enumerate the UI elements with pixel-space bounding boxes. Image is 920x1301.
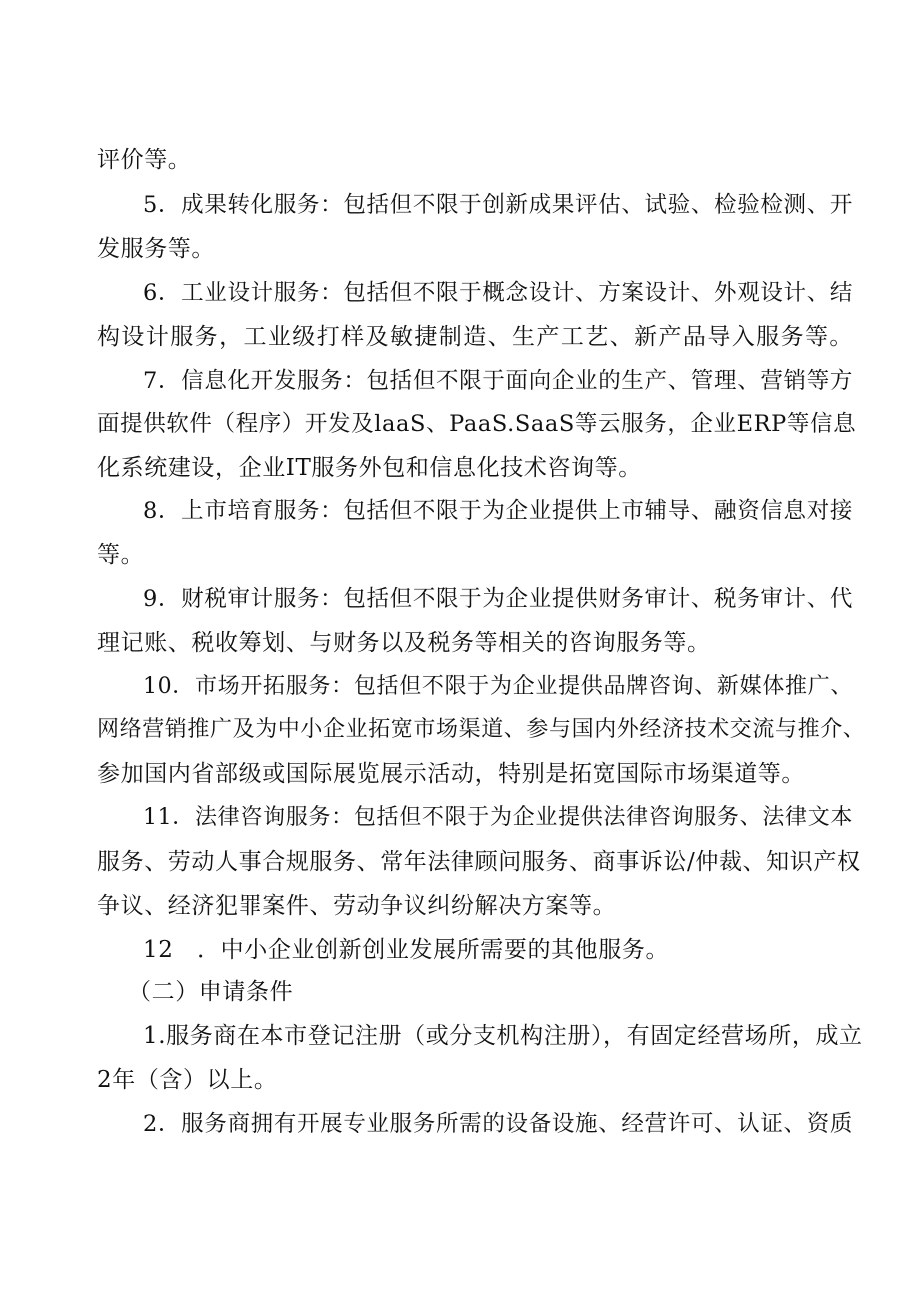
item-8-line-1: 8．上市培育服务：包括但不限于为企业提供上市辅导、融资信息对接 [143,498,853,524]
item-11-line-1: 11．法律咨询服务：包括但不限于为企业提供法律咨询服务、法律文本 [143,805,853,830]
item-6-line-1: 6．工业设计服务：包括但不限于概念设计、方案设计、外观设计、结 [143,280,853,306]
item-12-line: 12 ．中小企业创新创业发展所需要的其他服务。 [143,937,670,963]
item-6-line-2: 构设计服务，工业级打样及敏捷制造、生产工艺、新产品导入服务等。 [97,324,853,350]
item-10-line-3: 参加国内省部级或国际展览展示活动，特别是拓宽国际市场渠道等。 [97,761,805,787]
item-11-line-2: 服务、劳动人事合规服务、常年法律顾问服务、商事诉讼/仲裁、知识产权 [97,849,861,875]
item-11-line-3: 争议、经济犯罪案件、劳动争议纠纷解决方案等。 [97,893,617,919]
item-8-line-2: 等。 [97,542,145,568]
condition-1-line-2: 2年（含）以上。 [97,1067,278,1093]
item-5-line-2: 发服务等。 [97,236,215,262]
paragraph-line: 评价等。 [97,147,192,173]
condition-1-line-1: 1.服务商在本市登记注册（或分支机构注册），有固定经营场所，成立 [143,1023,863,1049]
item-7-line-1: 7．信息化开发服务：包括但不限于面向企业的生产、管理、营销等方 [143,368,853,394]
item-10-line-1: 10．市场开拓服务：包括但不限于为企业提供品牌咨询、新媒体推广、 [143,674,853,699]
item-7-line-3: 化系统建设，企业IT服务外包和信息化技术咨询等。 [97,455,642,481]
item-7-line-2: 面提供软件（程序）开发及laaS、PaaS.SaaS等云服务，企业ERP等信息 [97,411,857,437]
item-5-line-1: 5．成果转化服务：包括但不限于创新成果评估、试验、检验检测、开 [143,192,853,218]
item-9-line-2: 理记账、税收筹划、与财务以及税务等相关的咨询服务等。 [97,630,711,656]
item-10-line-2: 网络营销推广及为中小企业拓宽市场渠道、参与国内外经济技术交流与推介、 [97,717,866,742]
item-9-line-1: 9．财税审计服务：包括但不限于为企业提供财务审计、税务审计、代 [143,586,853,612]
section-heading: （二）申请条件 [128,979,294,1005]
condition-2-line-1: 2．服务商拥有开展专业服务所需的设备设施、经营许可、认证、资质 [143,1111,853,1137]
